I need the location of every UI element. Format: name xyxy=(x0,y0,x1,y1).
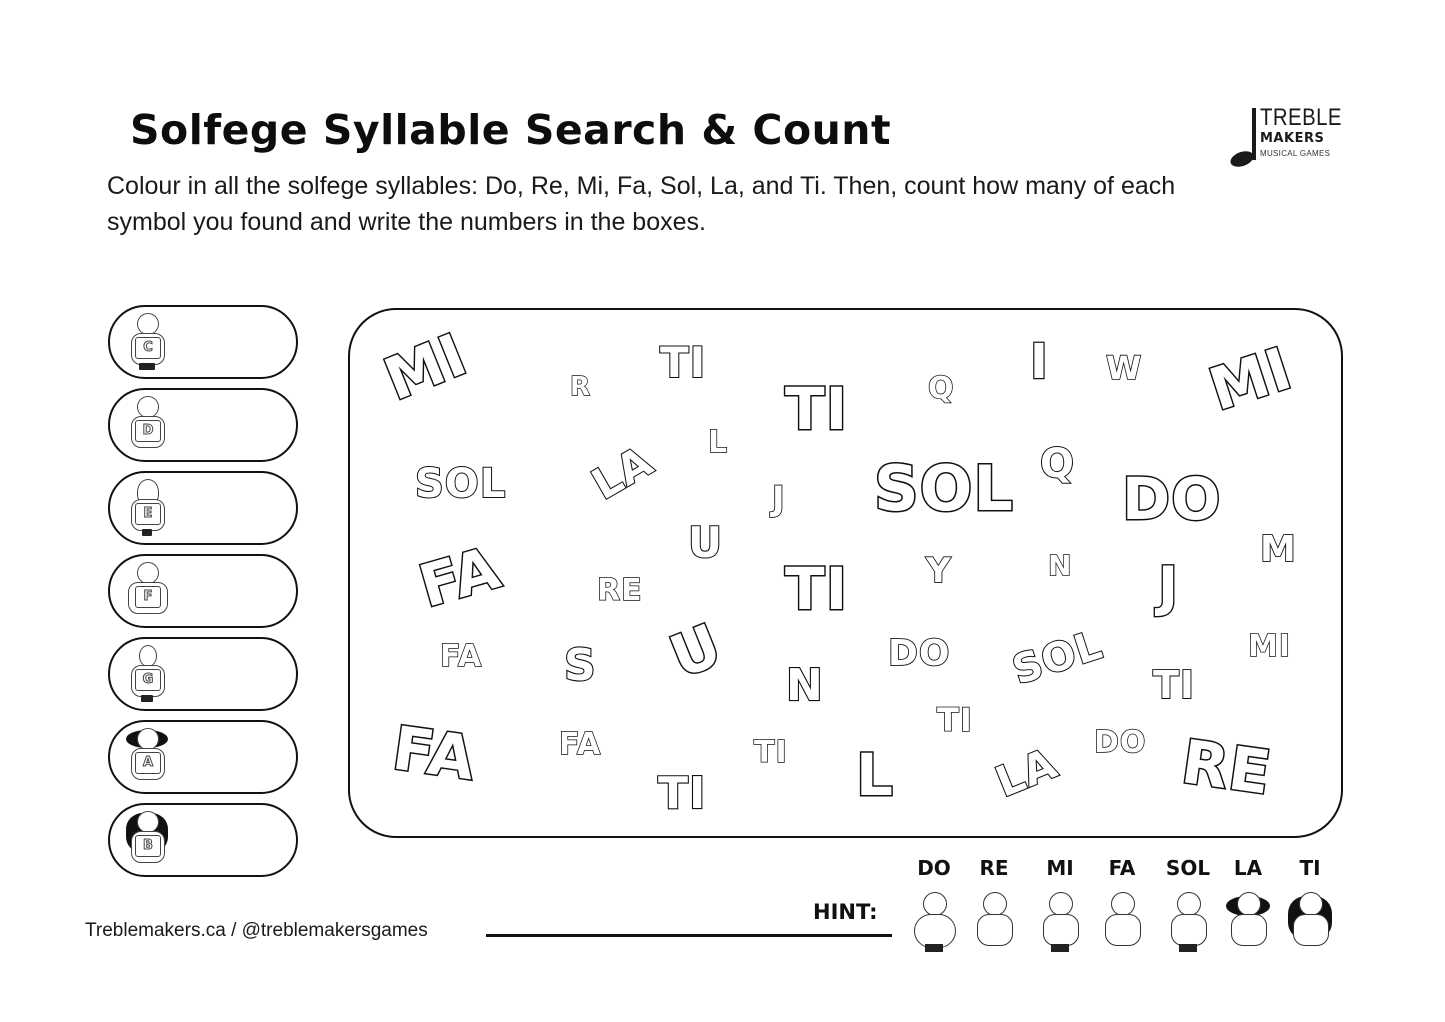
answer-box-do[interactable] xyxy=(108,305,298,379)
puzzle-letters[interactable]: Y xyxy=(926,551,952,591)
puzzle-letters[interactable]: RE xyxy=(597,573,643,608)
puzzle-letters[interactable]: FA xyxy=(559,727,602,762)
puzzle-letters[interactable]: Q xyxy=(928,371,955,406)
hint-character-do-icon xyxy=(909,890,959,956)
character-fa-icon: F xyxy=(122,560,172,622)
hint-syllable-label: TI xyxy=(1299,856,1321,880)
puzzle-letters[interactable]: U xyxy=(661,610,732,692)
puzzle-letters[interactable]: M xyxy=(1260,529,1297,570)
puzzle-letters[interactable]: DO xyxy=(888,633,951,674)
character-ti-icon: B xyxy=(122,809,172,871)
puzzle-letters[interactable]: TI xyxy=(785,555,849,623)
puzzle-letters[interactable]: SOL xyxy=(415,461,507,507)
hint-character-fa-icon xyxy=(1097,890,1147,956)
puzzle-letters[interactable]: TI xyxy=(785,375,849,443)
hint-character-mi-icon xyxy=(1035,890,1085,956)
answer-box-sol[interactable] xyxy=(108,637,298,711)
puzzle-letters[interactable]: N xyxy=(1048,549,1073,582)
puzzle-letters[interactable]: TI xyxy=(658,768,707,819)
puzzle-letters[interactable]: L xyxy=(708,425,729,460)
footer-divider xyxy=(486,934,892,937)
puzzle-letters[interactable]: R xyxy=(570,372,592,402)
character-la-icon: A xyxy=(122,726,172,788)
hint-character-re-icon xyxy=(969,890,1019,956)
hint-syllable-label: MI xyxy=(1046,856,1074,880)
character-sol-icon: G xyxy=(122,643,172,705)
treblemakers-logo xyxy=(1228,104,1348,170)
puzzle-letters[interactable]: RE xyxy=(1177,727,1276,809)
instructions-text: Colour in all the solfege syllables: Do, Re, Mi, Fa, Sol, La, and Ti. Then, count how many of each symbol you found and write the numbers in the boxes. xyxy=(107,172,1176,236)
puzzle-letters[interactable]: J xyxy=(1158,555,1180,618)
logo-line-1: TREBLE xyxy=(1260,104,1342,131)
puzzle-letters[interactable]: TI xyxy=(660,338,707,387)
hint-label: HINT: xyxy=(813,900,878,924)
puzzle-letters[interactable]: DO xyxy=(1094,725,1147,760)
puzzle-letters[interactable]: N xyxy=(786,660,824,711)
puzzle-letters[interactable]: MI xyxy=(1248,629,1292,664)
hint-syllable-label: FA xyxy=(1108,856,1136,880)
character-re-icon: D xyxy=(122,394,172,456)
answer-box-la[interactable] xyxy=(108,720,298,794)
hint-character-la-icon xyxy=(1223,890,1273,956)
character-do-icon: C xyxy=(122,311,172,373)
hint-syllable-label: SOL xyxy=(1165,856,1211,880)
puzzle-letters[interactable]: SOL xyxy=(1007,622,1109,694)
hint-syllable-label: RE xyxy=(979,856,1009,880)
puzzle-letters[interactable]: LA xyxy=(583,436,662,510)
puzzle-letters[interactable]: S xyxy=(564,640,597,691)
puzzle-letters[interactable]: TI xyxy=(754,735,788,770)
puzzle-letters[interactable]: I xyxy=(1030,334,1049,390)
puzzle-letters[interactable]: MI xyxy=(375,320,477,414)
character-mi-icon: E xyxy=(122,477,172,539)
answer-box-ti[interactable] xyxy=(108,803,298,877)
puzzle-letters[interactable]: Q xyxy=(1040,441,1076,487)
puzzle-letters[interactable]: W xyxy=(1106,349,1143,387)
music-note-icon xyxy=(1252,108,1256,160)
logo-line-3: MUSICAL GAMES xyxy=(1260,149,1331,158)
puzzle-letters[interactable]: LA xyxy=(988,738,1065,807)
puzzle-letters[interactable]: DO xyxy=(1122,465,1222,533)
puzzle-letters[interactable]: FA xyxy=(412,533,508,621)
music-note-head xyxy=(1228,148,1255,169)
answer-box-mi[interactable] xyxy=(108,471,298,545)
hint-character-ti-icon xyxy=(1285,890,1335,956)
answer-box-re[interactable] xyxy=(108,388,298,462)
logo-line-2: MAKERS xyxy=(1260,131,1325,146)
puzzle-letters[interactable]: TI xyxy=(1153,663,1196,707)
puzzle-letters[interactable]: SOL xyxy=(874,452,1014,525)
hint-syllable-label: LA xyxy=(1233,856,1263,880)
puzzle-letters[interactable]: FA xyxy=(388,713,481,795)
page-title: Solfege Syllable Search & Count xyxy=(130,106,892,154)
puzzle-letters[interactable]: MI xyxy=(1201,334,1300,424)
puzzle-letters[interactable]: U xyxy=(688,518,724,567)
hint-syllable-label: DO xyxy=(917,856,951,880)
puzzle-letters[interactable]: FA xyxy=(440,639,483,674)
puzzle-letters[interactable]: L xyxy=(856,741,894,809)
puzzle-letters[interactable]: J xyxy=(772,479,786,519)
answer-box-fa[interactable] xyxy=(108,554,298,628)
puzzle-letters[interactable]: TI xyxy=(937,701,973,739)
hint-character-sol-icon xyxy=(1163,890,1213,956)
footer-credit: Treblemakers.ca / @treblemakersgames xyxy=(85,920,428,941)
